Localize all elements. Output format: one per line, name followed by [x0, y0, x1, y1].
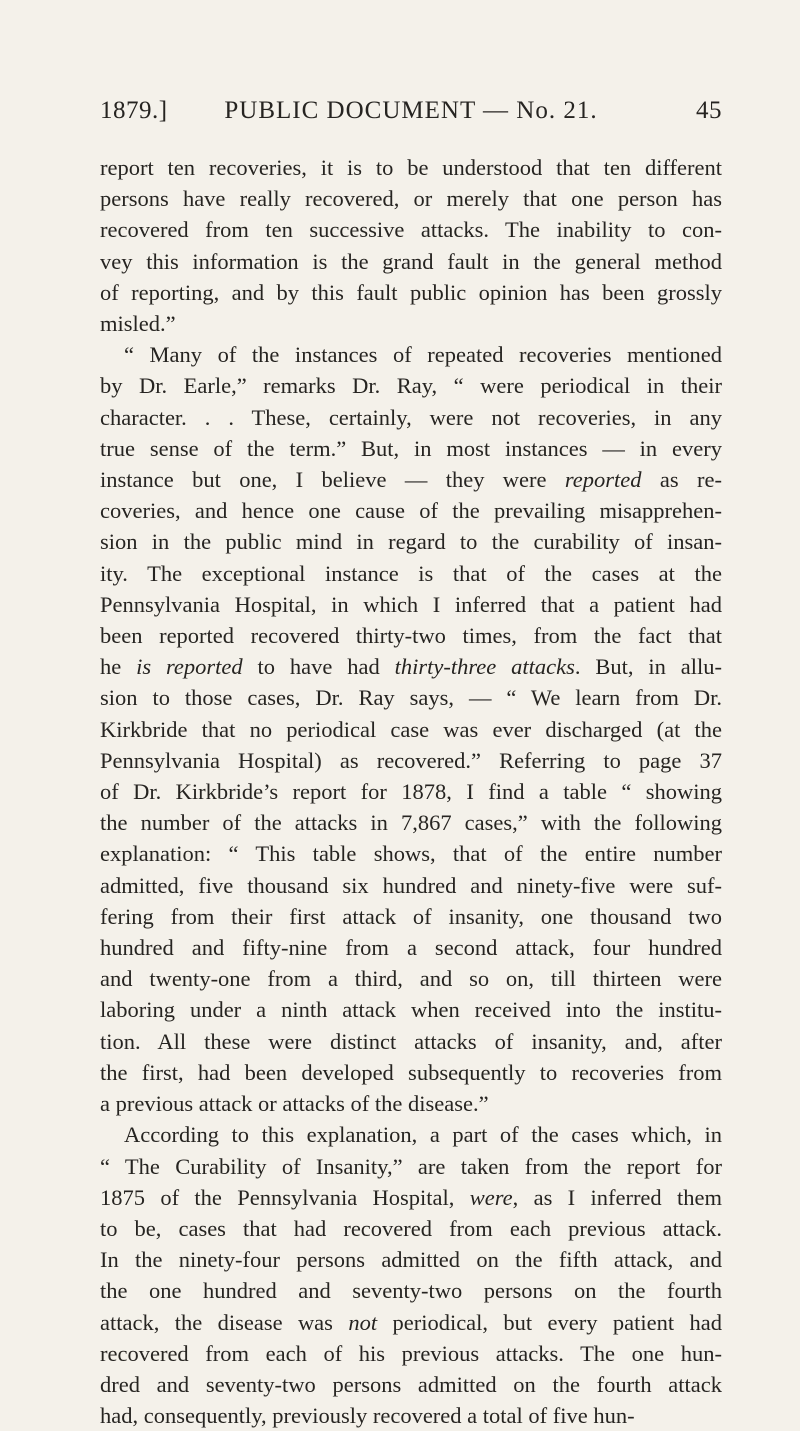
text-line	[100, 714, 722, 745]
text-line	[100, 1182, 722, 1213]
text-line	[100, 277, 722, 308]
text-run: recovered from each of his previous attacks. The one hun-	[100, 1340, 722, 1366]
text-line	[100, 651, 722, 682]
text-line	[100, 1307, 722, 1338]
text-run: hundred and fifty-nine from a second attack, four hundred	[100, 935, 722, 961]
text-run: According to this explanation, a part of the cases which, in	[124, 1122, 722, 1148]
text-line	[100, 339, 722, 370]
text-run: . But, in allu-	[574, 654, 723, 680]
text-run: dred and seventy-two persons admitted on the fourth attack	[100, 1371, 722, 1397]
italic-text: is reported	[136, 654, 243, 680]
text-line	[100, 1026, 722, 1057]
text-run: “ The Curability of Insanity,” are taken from the report for	[100, 1153, 722, 1179]
text-run: Pennsylvania Hospital) as recovered.” Referring to page 37	[100, 747, 722, 773]
page-number: 45	[696, 97, 722, 124]
text-run: true sense of the term.” But, in most instances — in every	[100, 435, 722, 461]
text-run: report ten recoveries, it is to be understood that ten different	[100, 155, 722, 180]
text-line	[100, 495, 722, 526]
text-line	[100, 901, 722, 932]
text-line	[100, 402, 722, 433]
text-line	[100, 870, 722, 901]
text-run: tion. All these were distinct attacks of insanity, and, after	[100, 1028, 722, 1054]
header-title: PUBLIC DOCUMENT — No. 21.	[224, 97, 598, 124]
italic-text: reported	[564, 467, 642, 493]
text-line	[100, 807, 722, 838]
text-line	[100, 838, 722, 869]
text-run: recovered from ten successive attacks. The inability to con-	[100, 217, 722, 243]
text-run: In the ninety-four persons admitted on the fifth attack, and	[100, 1247, 722, 1273]
text-line	[100, 183, 722, 214]
text-run: Kirkbride that no periodical case was ever discharged (at the	[100, 716, 722, 742]
text-line	[100, 152, 722, 183]
text-line	[100, 246, 722, 277]
text-run: as re-	[641, 467, 722, 493]
text-line	[100, 1213, 722, 1244]
text-run: “ Many of the instances of repeated recoveries mentioned	[124, 342, 722, 368]
text-run: attack, the disease was	[100, 1309, 349, 1335]
text-run: explanation: “ This table shows, that of the entire number	[100, 841, 722, 867]
text-run: ity. The exceptional instance is that of the cases at the	[100, 560, 722, 586]
text-run: of reporting, and by this fault public opinion has been grossly	[100, 279, 722, 305]
body-text	[100, 152, 722, 1431]
text-line	[100, 1119, 722, 1150]
text-run: persons have really recovered, or merely that one person has	[100, 186, 722, 212]
text-line	[100, 589, 722, 620]
text-run: by Dr. Earle,” remarks Dr. Ray, “ were periodical in their	[100, 373, 722, 399]
running-header	[100, 97, 722, 133]
italic-text: were	[469, 1184, 513, 1210]
text-line	[100, 433, 722, 464]
text-line	[100, 1151, 722, 1182]
text-run: fering from their first attack of insanity, one thousand two	[100, 903, 722, 929]
text-line	[100, 932, 722, 963]
text-run: to be, cases that had recovered from each previous attack.	[100, 1215, 722, 1241]
text-line	[100, 1088, 722, 1119]
italic-text: thirty-three attacks	[394, 654, 575, 680]
text-line	[100, 745, 722, 776]
text-run: sion to those cases, Dr. Ray says, — “ We learn from Dr.	[100, 685, 722, 711]
text-line	[100, 214, 722, 245]
text-run: been reported recovered thirty-two times, from the fact that	[100, 623, 722, 649]
text-run: of Dr. Kirkbride’s report for 1878, I find a table “ showing	[100, 779, 722, 805]
text-line	[100, 526, 722, 557]
text-run: misled.”	[100, 311, 176, 337]
text-line	[100, 1369, 722, 1400]
text-run: periodical, but every patient had	[377, 1309, 722, 1335]
text-line	[100, 963, 722, 994]
text-run: character. . . These, certainly, were not recoveries, in any	[100, 404, 722, 430]
text-line	[100, 1244, 722, 1275]
text-line	[100, 1057, 722, 1088]
text-run: instance but one, I believe — they were	[100, 467, 565, 493]
text-run: coveries, and hence one cause of the prevailing misapprehen-	[100, 498, 722, 524]
text-run: the first, had been developed subsequently to recoveries from	[100, 1059, 722, 1085]
text-line	[100, 464, 722, 495]
text-line	[100, 620, 722, 651]
text-run: Pennsylvania Hospital, in which I inferred that a patient had	[100, 591, 722, 617]
text-line	[100, 682, 722, 713]
text-run: had, consequently, previously recovered a total of five hun-	[100, 1403, 635, 1429]
text-line	[100, 776, 722, 807]
text-run: vey this information is the grand fault in the general method	[100, 248, 722, 274]
text-run: laboring under a ninth attack when received into the institu-	[100, 997, 722, 1023]
text-run: he	[100, 654, 137, 680]
text-run: the number of the attacks in 7,867 cases,” with the following	[100, 810, 722, 836]
text-line	[100, 994, 722, 1025]
text-line	[100, 1275, 722, 1306]
header-year: 1879.]	[100, 97, 168, 124]
text-run: sion in the public mind in regard to the curability of insan-	[100, 529, 722, 555]
text-run: , as I inferred them	[512, 1184, 722, 1210]
text-line	[100, 1338, 722, 1369]
text-line	[100, 558, 722, 589]
text-run: the one hundred and seventy-two persons on the fourth	[100, 1278, 722, 1304]
text-run: and twenty-one from a third, and so on, till thirteen were	[100, 966, 722, 992]
text-line	[100, 308, 722, 339]
text-line	[100, 1400, 722, 1431]
text-run: 1875 of the Pennsylvania Hospital,	[100, 1184, 470, 1210]
text-run: admitted, five thousand six hundred and ninety-five were suf-	[100, 872, 722, 898]
text-run: to have had	[242, 654, 395, 680]
text-run: a previous attack or attacks of the disease.”	[100, 1091, 489, 1117]
text-line	[100, 370, 722, 401]
italic-text: not	[348, 1309, 378, 1335]
